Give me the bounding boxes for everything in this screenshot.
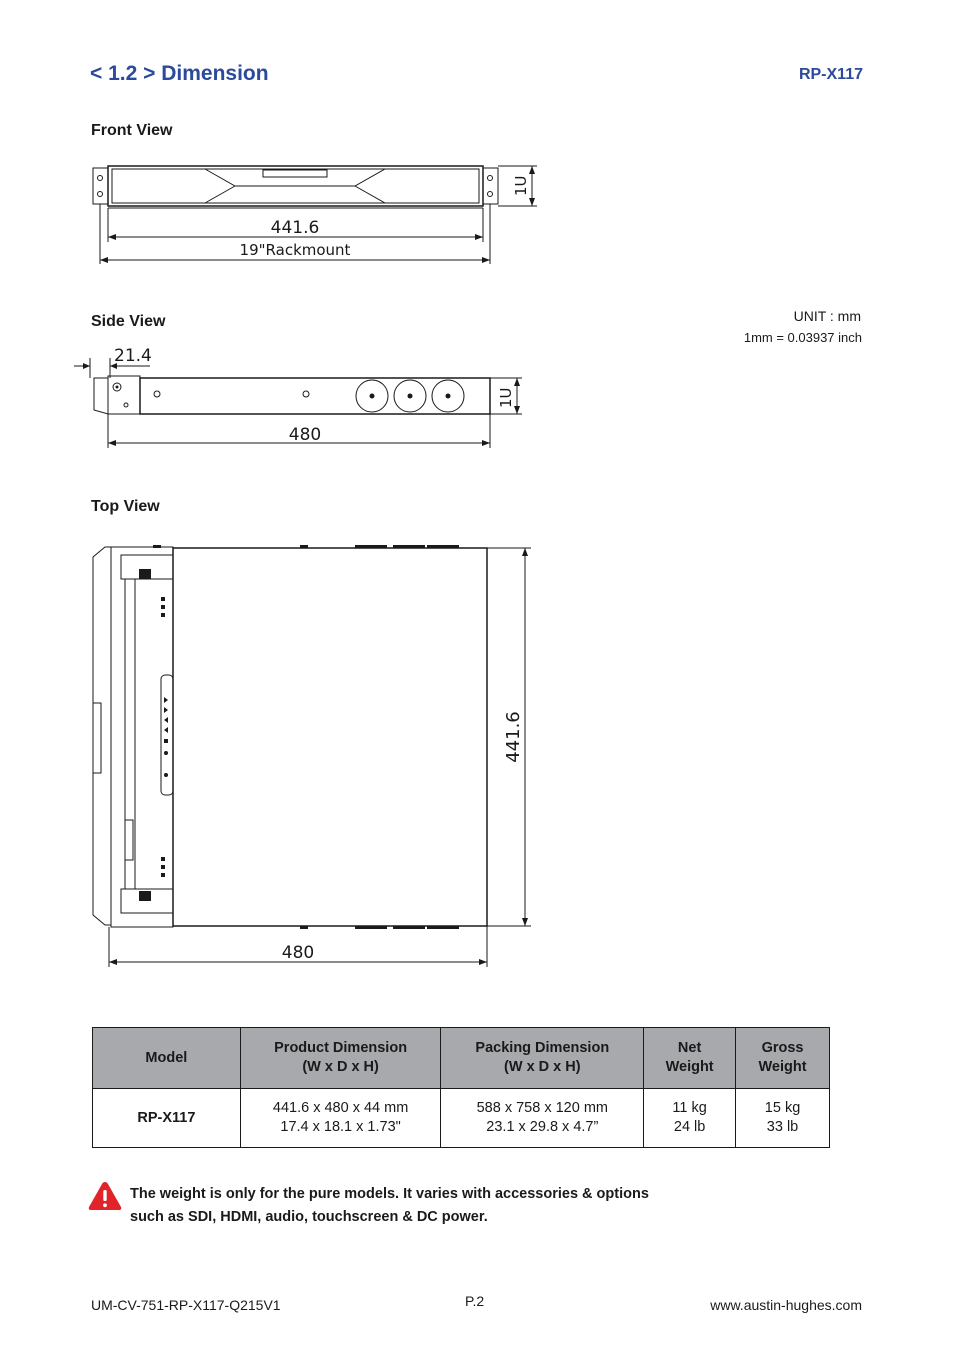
website: www.austin-hughes.com (710, 1297, 862, 1313)
warning-icon (87, 1180, 123, 1212)
warning-note (130, 1183, 649, 1229)
header-model: Model (93, 1028, 241, 1089)
top-view-label: Top View (91, 498, 160, 515)
top-view-drawing (85, 535, 545, 975)
header-packing-dimension: Packing Dimension (W x D x H) (441, 1028, 644, 1089)
unit-conversion: 1mm = 0.03937 inch (743, 330, 862, 345)
page-title: < 1.2 > Dimension (90, 62, 269, 85)
cell-product-dimension: 441.6 x 480 x 44 mm 17.4 x 18.1 x 1.73" (240, 1089, 441, 1148)
front-view-drawing (85, 160, 555, 270)
page-number: P.2 (465, 1293, 485, 1309)
header-gross-weight: Gross Weight (736, 1028, 830, 1089)
side-depth-dim: 480 (288, 425, 322, 445)
model-label: RP-X117 (798, 66, 863, 83)
cell-gross-weight: 15 kg 33 lb (736, 1089, 830, 1148)
warning-line-2: such as SDI, HDMI, audio, touchscreen & DC power. (130, 1209, 488, 1225)
warning-line-1: The weight is only for the pure models. It varies with accessories & options (130, 1186, 649, 1202)
doc-code: UM-CV-751-RP-X117-Q215V1 (91, 1297, 281, 1313)
table-header-row (93, 1028, 830, 1089)
top-depth-dim: 441.6 (503, 711, 524, 763)
side-offset-dim: 21.4 (114, 346, 152, 366)
front-rack-dim: 19"Rackmount (239, 241, 351, 259)
header-net-weight: Net Weight (644, 1028, 736, 1089)
side-view-drawing (70, 338, 540, 453)
cell-model: RP-X117 (93, 1089, 241, 1148)
side-view-label: Side View (91, 313, 166, 330)
cell-packing-dimension: 588 x 758 x 120 mm 23.1 x 29.8 x 4.7” (441, 1089, 644, 1148)
front-height-dim: 1U (512, 175, 530, 196)
unit-label: UNIT : mm (793, 308, 861, 324)
front-width-dim: 441.6 (270, 218, 320, 238)
cell-net-weight: 11 kg 24 lb (644, 1089, 736, 1148)
spec-table (92, 1027, 830, 1148)
front-view-label: Front View (91, 122, 173, 139)
side-height-dim: 1U (497, 387, 515, 408)
table-row (93, 1089, 830, 1148)
header-product-dimension: Product Dimension (W x D x H) (240, 1028, 441, 1089)
top-width-dim: 480 (281, 943, 315, 963)
